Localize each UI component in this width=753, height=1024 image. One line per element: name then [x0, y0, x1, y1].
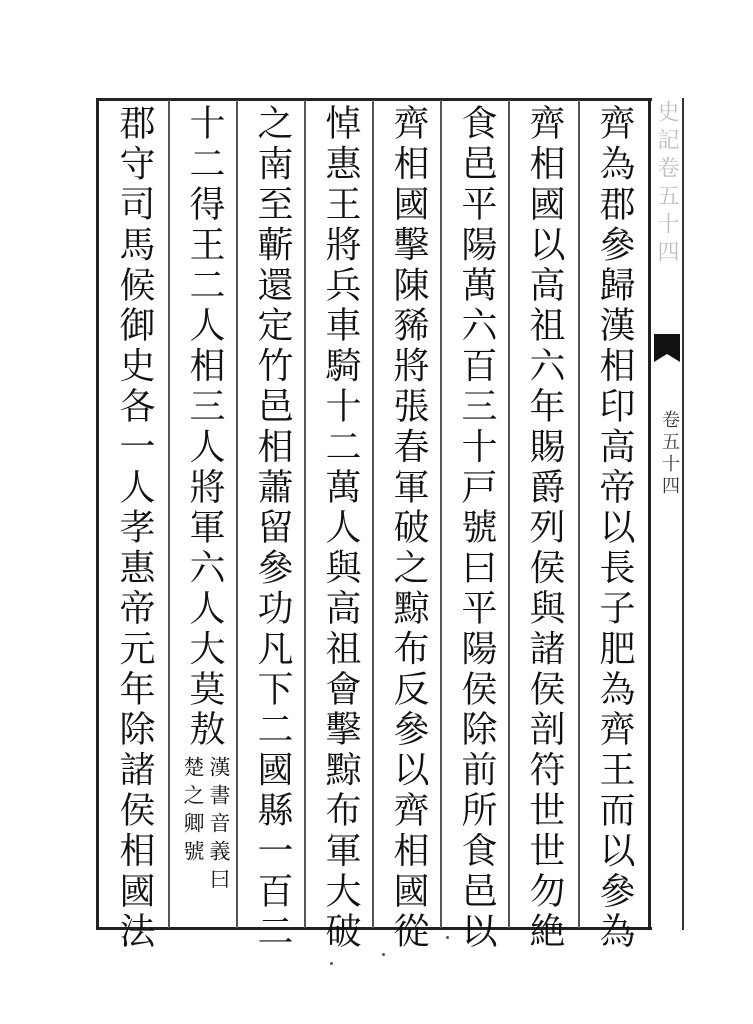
column-text: 齊相國以高祖六年賜爵列侯與諸侯剖符世世勿絶	[524, 104, 565, 953]
column-divider	[168, 100, 170, 928]
column-divider	[578, 100, 580, 928]
frame-bottom-border	[96, 927, 652, 930]
commentary-line: 漢書音義曰	[207, 756, 231, 897]
column-text: 齊為郡參歸漢相印高帝以長子肥為齊王而以參為	[594, 104, 635, 953]
column-divider	[508, 100, 510, 928]
text-column-6	[244, 104, 300, 953]
text-column-4	[380, 104, 436, 953]
column-text: 悼惠王將兵車騎十二萬人與高祖會擊黥布軍大破	[320, 104, 361, 953]
text-column-3	[448, 104, 504, 953]
column-divider	[372, 100, 374, 928]
frame-left-border	[96, 98, 99, 930]
column-text: 郡守司馬候御史各一人孝惠帝元年除諸侯相國法	[114, 104, 155, 953]
column-text: 之南至蘄還定竹邑相蕭留參功凡下二國縣一百二	[252, 104, 293, 953]
commentary-line: 楚之卿號	[181, 756, 205, 869]
column-text: 十二得王二人相三人將軍六人大莫敖	[184, 104, 225, 751]
paper-speck	[330, 962, 333, 965]
text-column-2	[516, 104, 572, 953]
paper-speck	[382, 953, 385, 956]
column-divider	[304, 100, 306, 928]
paper-speck	[446, 936, 449, 939]
text-column-7	[176, 104, 232, 924]
commentary-note	[180, 756, 232, 896]
text-column-8	[106, 104, 162, 953]
frame-top-border	[96, 98, 652, 101]
fish-tail-ornament	[652, 332, 682, 372]
text-column-5	[312, 104, 368, 953]
text-column-1	[586, 104, 642, 953]
fold-title: 史記卷五十四	[654, 100, 679, 268]
volume-label: 卷五十四	[659, 410, 680, 498]
column-divider	[440, 100, 442, 928]
column-text: 食邑平陽萬六百三十戸號曰平陽侯除前所食邑以	[456, 104, 497, 953]
column-text: 齊相國擊陳豨將張春軍破之黥布反參以齊相國從	[388, 104, 429, 953]
column-divider	[236, 100, 238, 928]
